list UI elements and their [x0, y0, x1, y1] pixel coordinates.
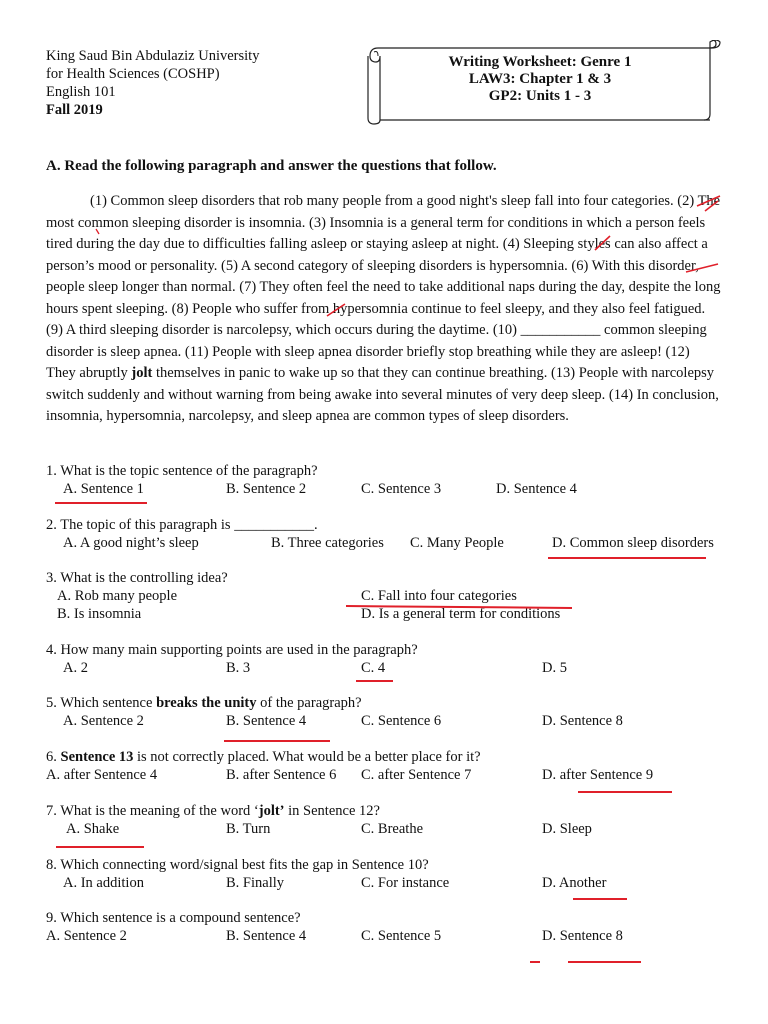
course-name: English 101 — [46, 84, 116, 100]
q9-option-a: A. Sentence 2 — [46, 928, 127, 944]
q3-option-c: C. Fall into four categories — [361, 588, 517, 604]
q7-option-a: A. Shake — [66, 821, 120, 837]
question-stem: 1. What is the topic sentence of the paragraph? — [46, 463, 318, 479]
q3-option-a: A. Rob many people — [57, 588, 178, 604]
university-line-1: King Saud Bin Abdulaziz University — [46, 48, 260, 64]
question-stem: 4. How many main supporting points are used in the paragraph? — [46, 642, 418, 658]
q5-option-c: C. Sentence 6 — [361, 713, 442, 729]
q5-option-d: D. Sentence 8 — [542, 713, 623, 729]
q8-option-b: B. Finally — [226, 875, 285, 891]
term: Fall 2019 — [46, 102, 103, 118]
question-stem: 8. Which connecting word/signal best fits the gap in Sentence 10? — [46, 857, 429, 873]
q9-option-c: C. Sentence 5 — [361, 928, 442, 944]
q5-option-a: A. Sentence 2 — [63, 713, 144, 729]
q8-option-a: A. In addition — [63, 875, 144, 891]
worksheet-units: GP2: Units 1 - 3 — [488, 88, 592, 104]
q7-option-c: C. Breathe — [361, 821, 424, 837]
q6-option-a: A. after Sentence 4 — [46, 767, 158, 783]
section-a-heading: A. Read the following paragraph and answer the questions that follow. — [46, 158, 497, 174]
q1-option-b: B. Sentence 2 — [226, 481, 307, 497]
question-stem: 9. Which sentence is a compound sentence? — [46, 910, 301, 926]
q9-option-b: B. Sentence 4 — [226, 928, 307, 944]
q9-option-d: D. Sentence 8 — [542, 928, 623, 944]
q2-option-d: D. Common sleep disorders — [552, 535, 714, 551]
reading-paragraph: (1) Common sleep disorders that rob many people from a good night's sleep fall into four categories. (2) The most common sleeping disorder is insomnia. (3) Insomnia is a general term for conditions in which a person feels tired during the day due to difficulties falling asleep or staying asleep at night. (4) Sleeping styles can also affect a person’s mood or personality. (5) A second category of sleeping disorders is hypersomnia. (6) With this disorder, people sleep longer than normal. (7) They often feel the need to take additional naps during the day, despite the long hours spent sleeping. (8) People who suffer from hypersomnia continue to feel sleepy, and they also feel fatigued. (9) A third sleeping disorder is narcolepsy, which occurs during the daytime. (10) ___________ common sleeping disorder is sleep apnea. (11) People with sleep apnea disorder briefly stop breathing while they are asleep! (12) They abruptly jolt themselves in panic to wake up so that they can continue breathing. (13) People with narcolepsy switch suddenly and without warning from being awake into several minutes of very deep sleep. (14) In conclusion, insomnia, hypersomnia, narcolepsy, and sleep apnea are common types of sleep disorders. — [46, 193, 721, 424]
q6-option-c: C. after Sentence 7 — [361, 767, 472, 783]
q5-option-b: B. Sentence 4 — [226, 713, 307, 729]
q4-option-b: B. 3 — [226, 660, 251, 676]
worksheet-title: Writing Worksheet: Genre 1 — [448, 54, 632, 70]
q3-option-d: D. Is a general term for conditions — [361, 606, 561, 622]
q8-option-d: D. Another — [542, 875, 607, 891]
worksheet-chapters: LAW3: Chapter 1 & 3 — [468, 71, 612, 87]
q2-option-c: C. Many People — [410, 535, 504, 551]
q4-option-d: D. 5 — [542, 660, 567, 676]
q4-option-c: C. 4 — [361, 660, 386, 676]
university-line-2: for Health Sciences (COSHP) — [46, 66, 220, 82]
q4-option-a: A. 2 — [63, 660, 88, 676]
question-stem: 7. What is the meaning of the word ‘jolt’ in Sentence 12? — [46, 803, 380, 819]
question-stem: 5. Which sentence breaks the unity of the paragraph? — [46, 695, 362, 711]
q2-option-b: B. Three categories — [271, 535, 384, 551]
q3-option-b: B. Is insomnia — [57, 606, 142, 622]
q7-option-d: D. Sleep — [542, 821, 592, 837]
jolt-word: jolt — [131, 365, 153, 381]
q6-option-d: D. after Sentence 9 — [542, 767, 654, 783]
question-stem: 6. Sentence 13 is not correctly placed. What would be a better place for it? — [46, 749, 481, 765]
q6-option-b: B. after Sentence 6 — [226, 767, 337, 783]
question-stem: 2. The topic of this paragraph is ___________. — [46, 517, 318, 533]
q7-option-b: B. Turn — [226, 821, 271, 837]
q2-option-a: A. A good night’s sleep — [63, 535, 199, 551]
q1-option-a: A. Sentence 1 — [63, 481, 144, 497]
question-stem: 3. What is the controlling idea? — [46, 570, 228, 586]
q8-option-c: C. For instance — [361, 875, 450, 891]
q1-option-d: D. Sentence 4 — [496, 481, 577, 497]
q1-option-c: C. Sentence 3 — [361, 481, 442, 497]
